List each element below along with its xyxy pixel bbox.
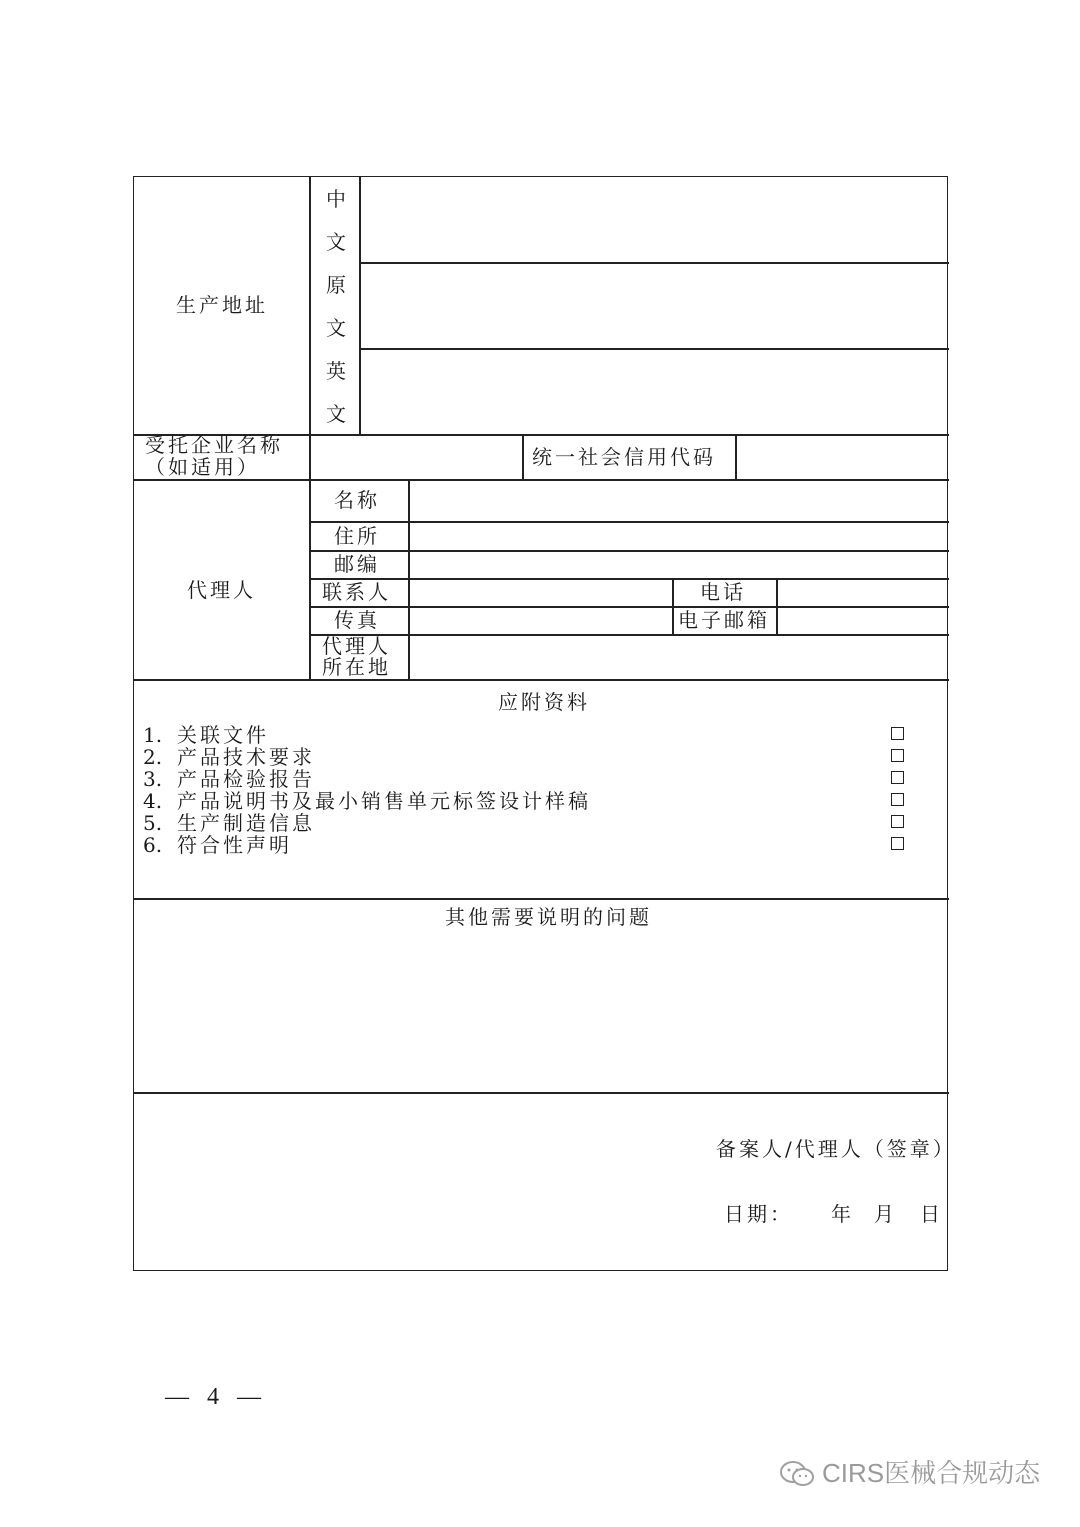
divider	[134, 898, 949, 900]
attachment-item: 关联文件	[177, 723, 269, 747]
attachment-number: 4.	[143, 789, 163, 813]
attachment-item: 生产制造信息	[177, 811, 315, 835]
divider	[735, 434, 737, 479]
divider	[309, 521, 949, 523]
attachment-number: 6.	[143, 833, 163, 857]
address-cn-char-1: 中	[326, 187, 346, 211]
divider	[134, 479, 949, 481]
divider	[359, 177, 361, 434]
divider	[359, 348, 949, 350]
attachment-checkbox[interactable]	[891, 815, 904, 828]
attachment-checkbox[interactable]	[891, 793, 904, 806]
agent-name-label: 名称	[334, 488, 380, 512]
divider	[408, 479, 410, 679]
registration-form-table	[133, 176, 956, 1271]
agent-postcode-label: 邮编	[334, 552, 380, 576]
agent-contact-label: 联系人	[322, 580, 391, 604]
attachment-checkbox[interactable]	[891, 771, 904, 784]
divider	[309, 606, 949, 608]
attachment-item: 产品说明书及最小销售单元标签设计样稿	[177, 789, 591, 813]
attachment-number: 5.	[143, 811, 163, 835]
attachment-item: 符合性声明	[177, 833, 292, 857]
attachment-checkbox[interactable]	[891, 749, 904, 762]
address-orig-char-2: 文	[326, 316, 346, 340]
attachments-title: 应附资料	[498, 690, 590, 714]
attachment-checkbox[interactable]	[891, 837, 904, 850]
attachment-item: 产品技术要求	[177, 745, 315, 769]
address-cn-char-2: 文	[326, 230, 346, 254]
divider	[309, 177, 311, 679]
date-day: 日	[920, 1202, 943, 1226]
divider	[522, 434, 524, 479]
attachment-number: 2.	[143, 745, 163, 769]
date-label: 日期：	[724, 1202, 793, 1226]
agent-email-label: 电子邮箱	[678, 608, 770, 632]
address-en-char-2: 文	[326, 402, 346, 426]
entrusted-enterprise-label: 受托企业名称	[145, 433, 283, 457]
agent-residence-label: 住所	[334, 524, 380, 548]
date-year: 年	[831, 1202, 854, 1226]
address-en-char-1: 英	[326, 359, 346, 383]
agent-label: 代理人	[187, 578, 256, 602]
attachment-number: 1.	[143, 723, 163, 747]
attachment-checkbox[interactable]	[891, 727, 904, 740]
divider	[776, 578, 778, 634]
wechat-icon	[778, 1460, 818, 1488]
other-issues-title: 其他需要说明的问题	[445, 905, 652, 929]
divider	[134, 679, 949, 681]
watermark-text: CIRS医械合规动态	[822, 1458, 1041, 1488]
agent-location-label: 代理人	[322, 634, 391, 658]
agent-phone-label: 电话	[700, 580, 746, 604]
attachment-item: 产品检验报告	[177, 767, 315, 791]
divider	[309, 634, 949, 636]
credit-code-label: 统一社会信用代码	[532, 445, 716, 469]
divider	[309, 550, 949, 552]
address-orig-char-1: 原	[326, 273, 346, 297]
divider	[309, 578, 949, 580]
divider	[359, 262, 949, 264]
date-month: 月	[874, 1202, 897, 1226]
agent-fax-label: 传真	[334, 608, 380, 632]
attachment-number: 3.	[143, 767, 163, 791]
entrusted-applicable-note: （如适用）	[145, 455, 260, 479]
production-address-label: 生产地址	[176, 293, 268, 317]
page-number: — 4 —	[165, 1384, 267, 1410]
signer-label: 备案人/代理人（签章）	[716, 1137, 956, 1161]
divider	[672, 578, 674, 634]
divider	[134, 1092, 949, 1094]
agent-location-label-2: 所在地	[322, 655, 391, 679]
